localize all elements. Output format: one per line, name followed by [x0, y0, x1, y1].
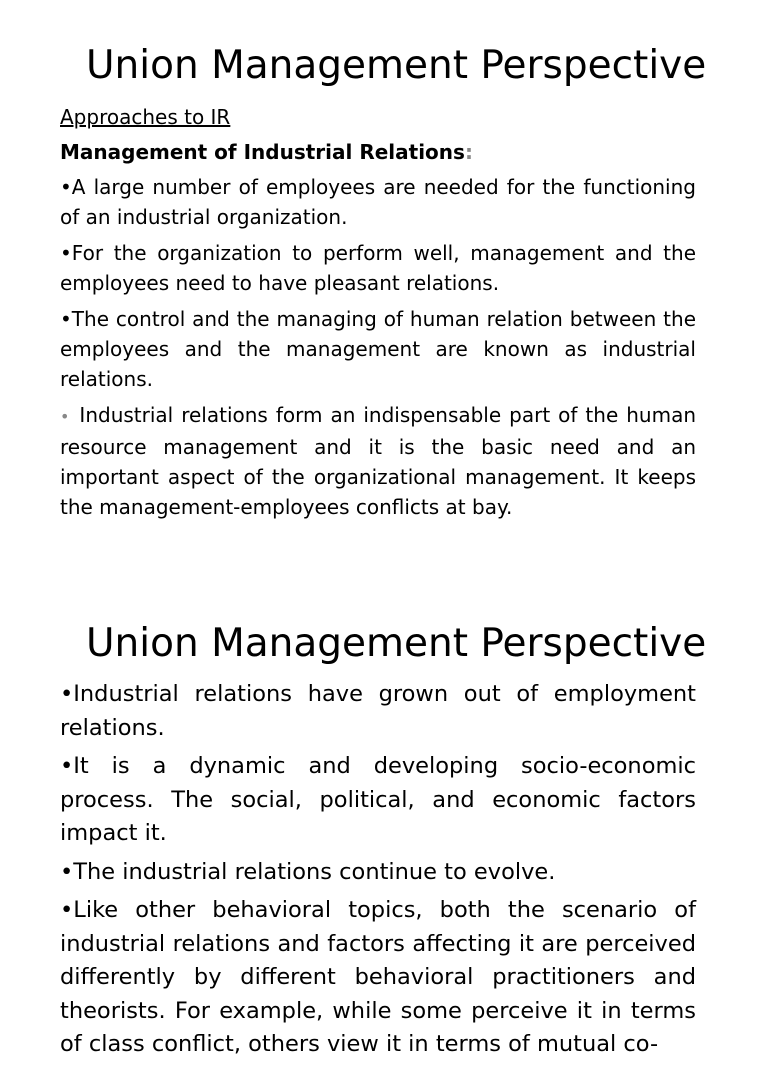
bullet-icon: • [60, 858, 74, 885]
slide-title: Union Management Perspective [86, 621, 707, 666]
approaches-subheading: Approaches to IR [60, 105, 231, 129]
bullet-text: Industrial relations form an indispensable part of the human resource management and it is the basic need and an important aspect of the organizational management. It keeps the management-employees conflicts at bay. [60, 403, 696, 519]
bullet-text: Industrial relations have grown out of employment relations. [60, 681, 696, 741]
bullet-paragraph [60, 172, 696, 232]
bullet-icon: • [60, 407, 70, 426]
bullet-icon: • [60, 681, 74, 707]
bullet-paragraph [60, 678, 696, 745]
bullet-paragraph [60, 400, 696, 522]
bullet-paragraph [60, 304, 696, 394]
bullet-icon: • [60, 307, 72, 331]
bullet-icon: • [60, 175, 72, 199]
bullet-paragraph [60, 750, 696, 851]
bullet-text: A large number of employees are needed for the functioning of an industrial organization. [60, 175, 696, 229]
bullet-icon: • [60, 241, 72, 265]
bullet-paragraph [60, 856, 696, 890]
bullet-text: It is a dynamic and developing socio-economic process. The social, political, and economic factors impact it. [60, 753, 696, 846]
bullet-text: Like other behavioral topics, both the scenario of industrial relations and factors affecting it are perceived differently by different behavioral practitioners and theorists. For example, while some perceive it in terms of class conflict, others view it in terms of mutual co- [60, 897, 696, 1057]
bullet-paragraph [60, 894, 696, 1062]
bullet-text: The industrial relations continue to evolve. [73, 858, 556, 885]
section-heading-text: Management of Industrial Relations [60, 140, 465, 164]
bullet-text: For the organization to perform well, management and the employees need to have pleasant relations. [60, 241, 696, 295]
slide-2 [0, 560, 768, 1057]
slide-body [60, 102, 696, 528]
bullet-text: The control and the managing of human relation between the employees and the management are known as industrial relations. [60, 307, 696, 391]
bullet-paragraph [60, 238, 696, 298]
slide-title: Union Management Perspective [86, 43, 707, 88]
slide-body [60, 678, 696, 1067]
section-heading [60, 137, 696, 167]
bullet-icon: • [60, 753, 74, 779]
bullet-icon: • [60, 897, 74, 923]
section-heading-colon: : [464, 140, 473, 164]
